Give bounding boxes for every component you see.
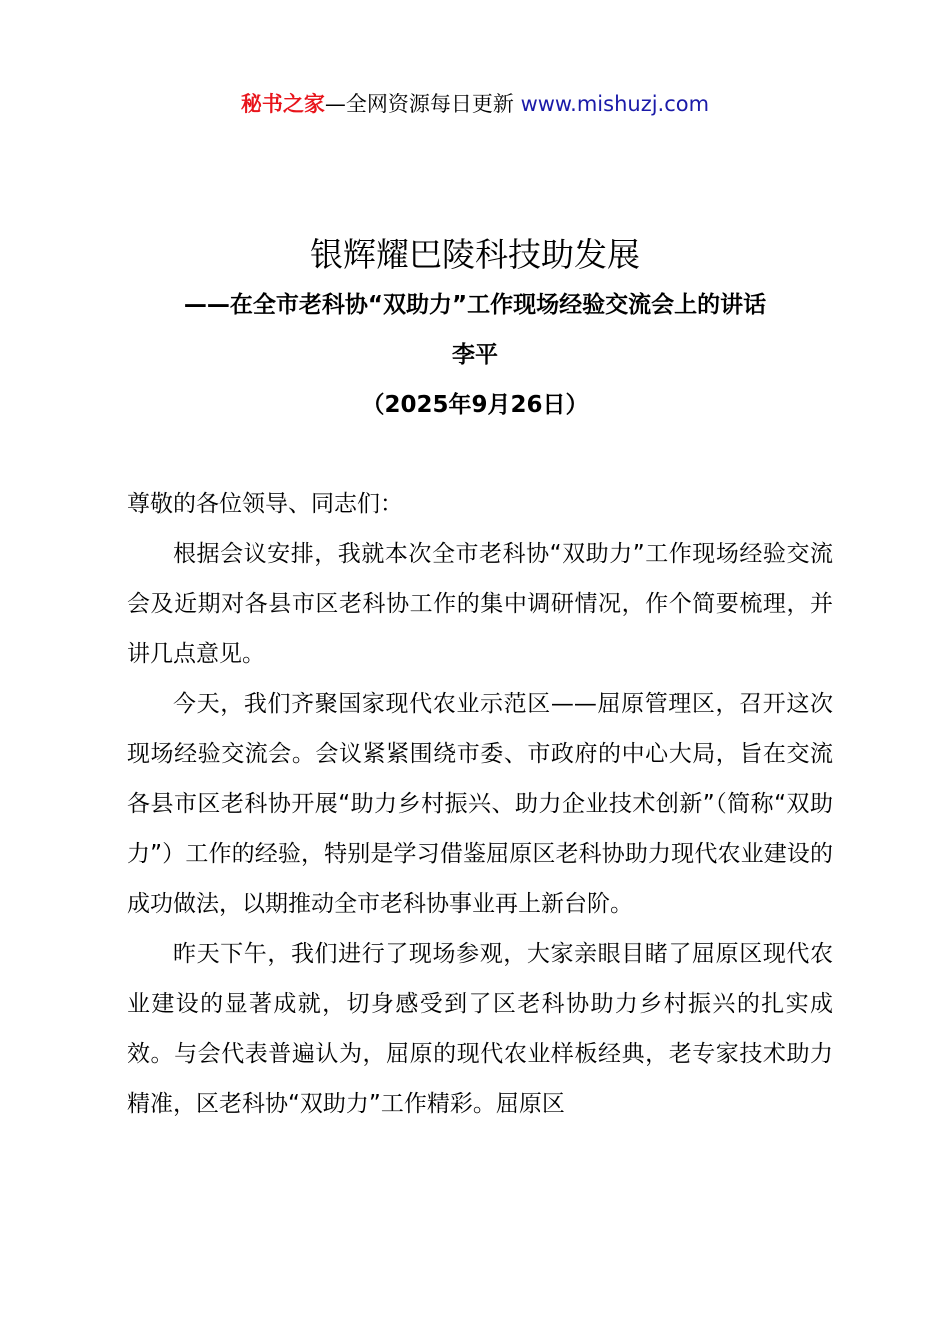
site-tagline: —全网资源每日更新 [324,92,514,116]
document-body [127,479,833,1129]
document-subtitle: ——在全市老科协“双助力”工作现场经验交流会上的讲话 [183,292,767,318]
paragraph-1: 根据会议安排，我就本次全市老科协“双助力”工作现场经验交流会及近期对各县市区老科协工作的集中调研情况，作个简要梳理，并讲几点意见。 [127,541,833,667]
document-date: （2025年9月26日） [361,392,589,418]
paragraph-3: 昨天下午，我们进行了现场参观，大家亲眼目睹了屈原区现代农业建设的显著成就，切身感受到了区老科协助力乡村振兴的扎实成效。与会代表普遍认为，屈原的现代农业样板经典，老专家技术助力精准，区老科协“双助力”工作精彩。屈原区 [127,941,833,1117]
paragraph-2: 今天，我们齐聚国家现代农业示范区——屈原管理区，召开这次现场经验交流会。会议紧紧围绕市委、市政府的中心大局，旨在交流各县市区老科协开展“助力乡村振兴、助力企业技术创新”（简称“双助力”）工作的经验，特别是学习借鉴屈原区老科协助力现代农业建设的成功做法，以期推动全市老科协事业再上新台阶。 [127,691,833,917]
salutation: 尊敬的各位领导、同志们： [127,491,403,517]
document-author: 李平 [452,342,498,368]
site-url-link[interactable]: www.mishuzj.com [520,92,710,116]
document-title: 银辉耀巴陵科技助发展 [310,235,640,274]
site-brand: 秘书之家 [240,92,325,116]
site-header [0,88,950,120]
